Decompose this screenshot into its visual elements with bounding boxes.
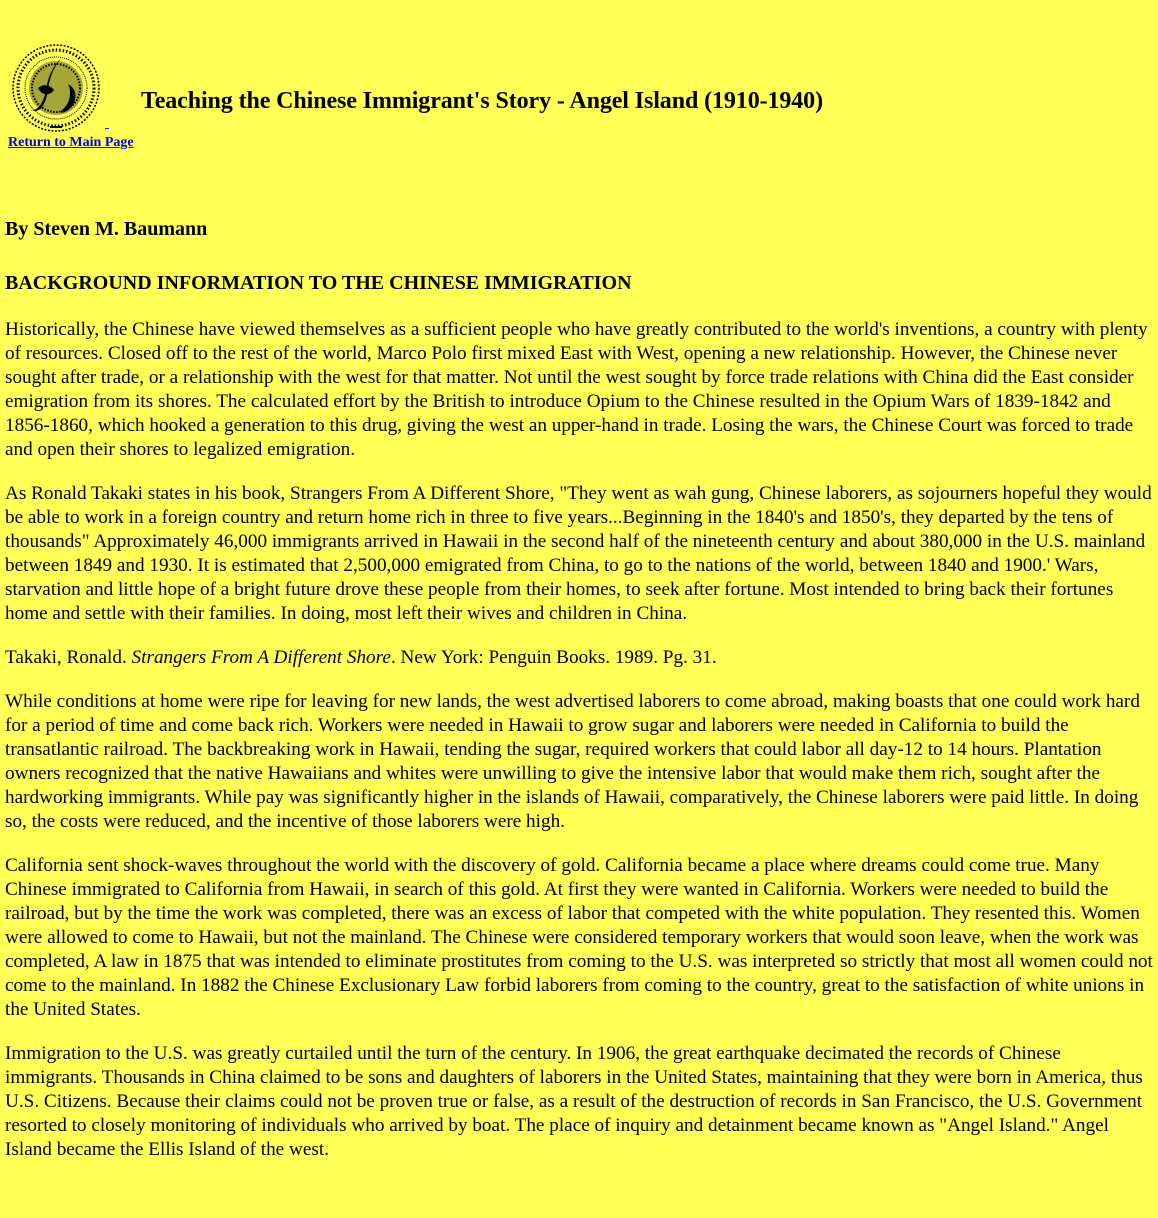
return-to-main-page-link[interactable]: Return to Main Page (8, 135, 134, 150)
citation (5, 646, 1153, 670)
paragraph-historical-context: Historically, the Chinese have viewed themselves as a sufficient people who have greatly contributed to the world's inventions, a country with plenty of resources. Closed off to the rest of the world, Marco Polo first mixed East with West, opening a new relationship. However, the Chinese never sought after trade, or a relationship with the west for that matter. Not until the west sought by force trade relations with China did the East consider emigration from its shores. The calculated effort by the British to introduce Opium to the Chinese resulted in the Opium Wars of 1839-1842 and 1856-1860, which hooked a generation to this drug, giving the west an upper-hand in trade. Losing the wars, the Chinese Court was forced to trade and open their shores to legalized emigration. (5, 319, 1148, 460)
page-title: Teaching the Chinese Immigrant's Story - Angel Island (1910-1940) (141, 88, 823, 114)
paragraph-california-gold: California sent shock-waves throughout the world with the discovery of gold. California became a place where dreams could come true. Many Chinese immigrated to California from Hawaii, in search of this gold. At first they were wanted in California. Workers were needed to build the railroad, but by the time the work was completed, there was an excess of labor that competed with the white population. They resented this. Women were allowed to come to Hawaii, but not the mainland. The Chinese were considered temporary workers that would soon leave, when the work was completed, A law in 1875 that was intended to eliminate prostitutes from coming to the U.S. was interpreted so strictly that most all women could not come to the mainland. In 1882 the Chinese Exclusionary Law forbid laborers from coming to the country, great to the satisfaction of white unions in the United States. (5, 855, 1153, 1020)
seal-logo-icon[interactable] (10, 44, 102, 134)
paragraph-angel-island: Immigration to the U.S. was greatly curtailed until the turn of the century. In 1906, the great earthquake decimated the records of Chinese immigrants. Thousands in China claimed to be sons and daughters of laborers in the United States, maintaining that they were born in America, thus U.S. Citizens. Because their claims could not be proven true or false, as a result of the destruction of records in San Francisco, the U.S. Government resorted to closely monitoring of individuals who arrived by boat. The place of inquiry and detainment became known as "Angel Island." Angel Island became the Ellis Island of the west. (5, 1043, 1143, 1160)
paragraph-takaki-quote: As Ronald Takaki states in his book, Strangers From A Different Shore, "They went as wah gung, Chinese laborers, as sojourners hopeful they would be able to work in a foreign country and return home rich in three to five years...Beginning in the 1840's and 1850's, they departed by the tens of thousands" Approximately 46,000 immigrants arrived in Hawaii in the second half of the nineteenth century and about 380,000 in the U.S. mainland between 1849 and 1930. It is estimated that 2,500,000 emigrated from China, to go to the nations of the world, between 1840 and 1900.' Wars, starvation and little hope of a bright future drove these people from their homes, to seek after fortune. Most intended to bring back their fortunes home and settle with their families. In doing, most left their wives and children in China. (5, 483, 1152, 624)
paragraph-labor-recruitment: While conditions at home were ripe for leaving for new lands, the west advertised laborers to come abroad, making boasts that one could work hard for a period of time and come back rich. Workers were needed in Hawaii to grow sugar and laborers were needed in California to build the transatlantic railroad. The backbreaking work in Hawaii, tending the sugar, required workers that could labor all day-12 to 14 hours. Plantation owners recognized that the native Hawaiians and whites were unwilling to give the intensive labor that would make them rich, sought after the hardworking immigrants. While pay was significantly higher in the islands of Hawaii, comparatively, the Chinese laborers were paid little. In doing so, the costs were reduced, and the incentive of those laborers were high. (5, 691, 1140, 832)
article-body (5, 215, 1153, 1162)
author-byline: By Steven M. Baumann (5, 218, 208, 240)
citation-book-title: Strangers From A Different Shore (131, 647, 391, 668)
citation-author: Takaki, Ronald. (5, 647, 132, 668)
logo-link-underline (105, 128, 109, 129)
section-heading: BACKGROUND INFORMATION TO THE CHINESE IMMIGRATION (5, 272, 632, 294)
citation-publication: . New York: Penguin Books. 1989. Pg. 31. (390, 647, 717, 668)
